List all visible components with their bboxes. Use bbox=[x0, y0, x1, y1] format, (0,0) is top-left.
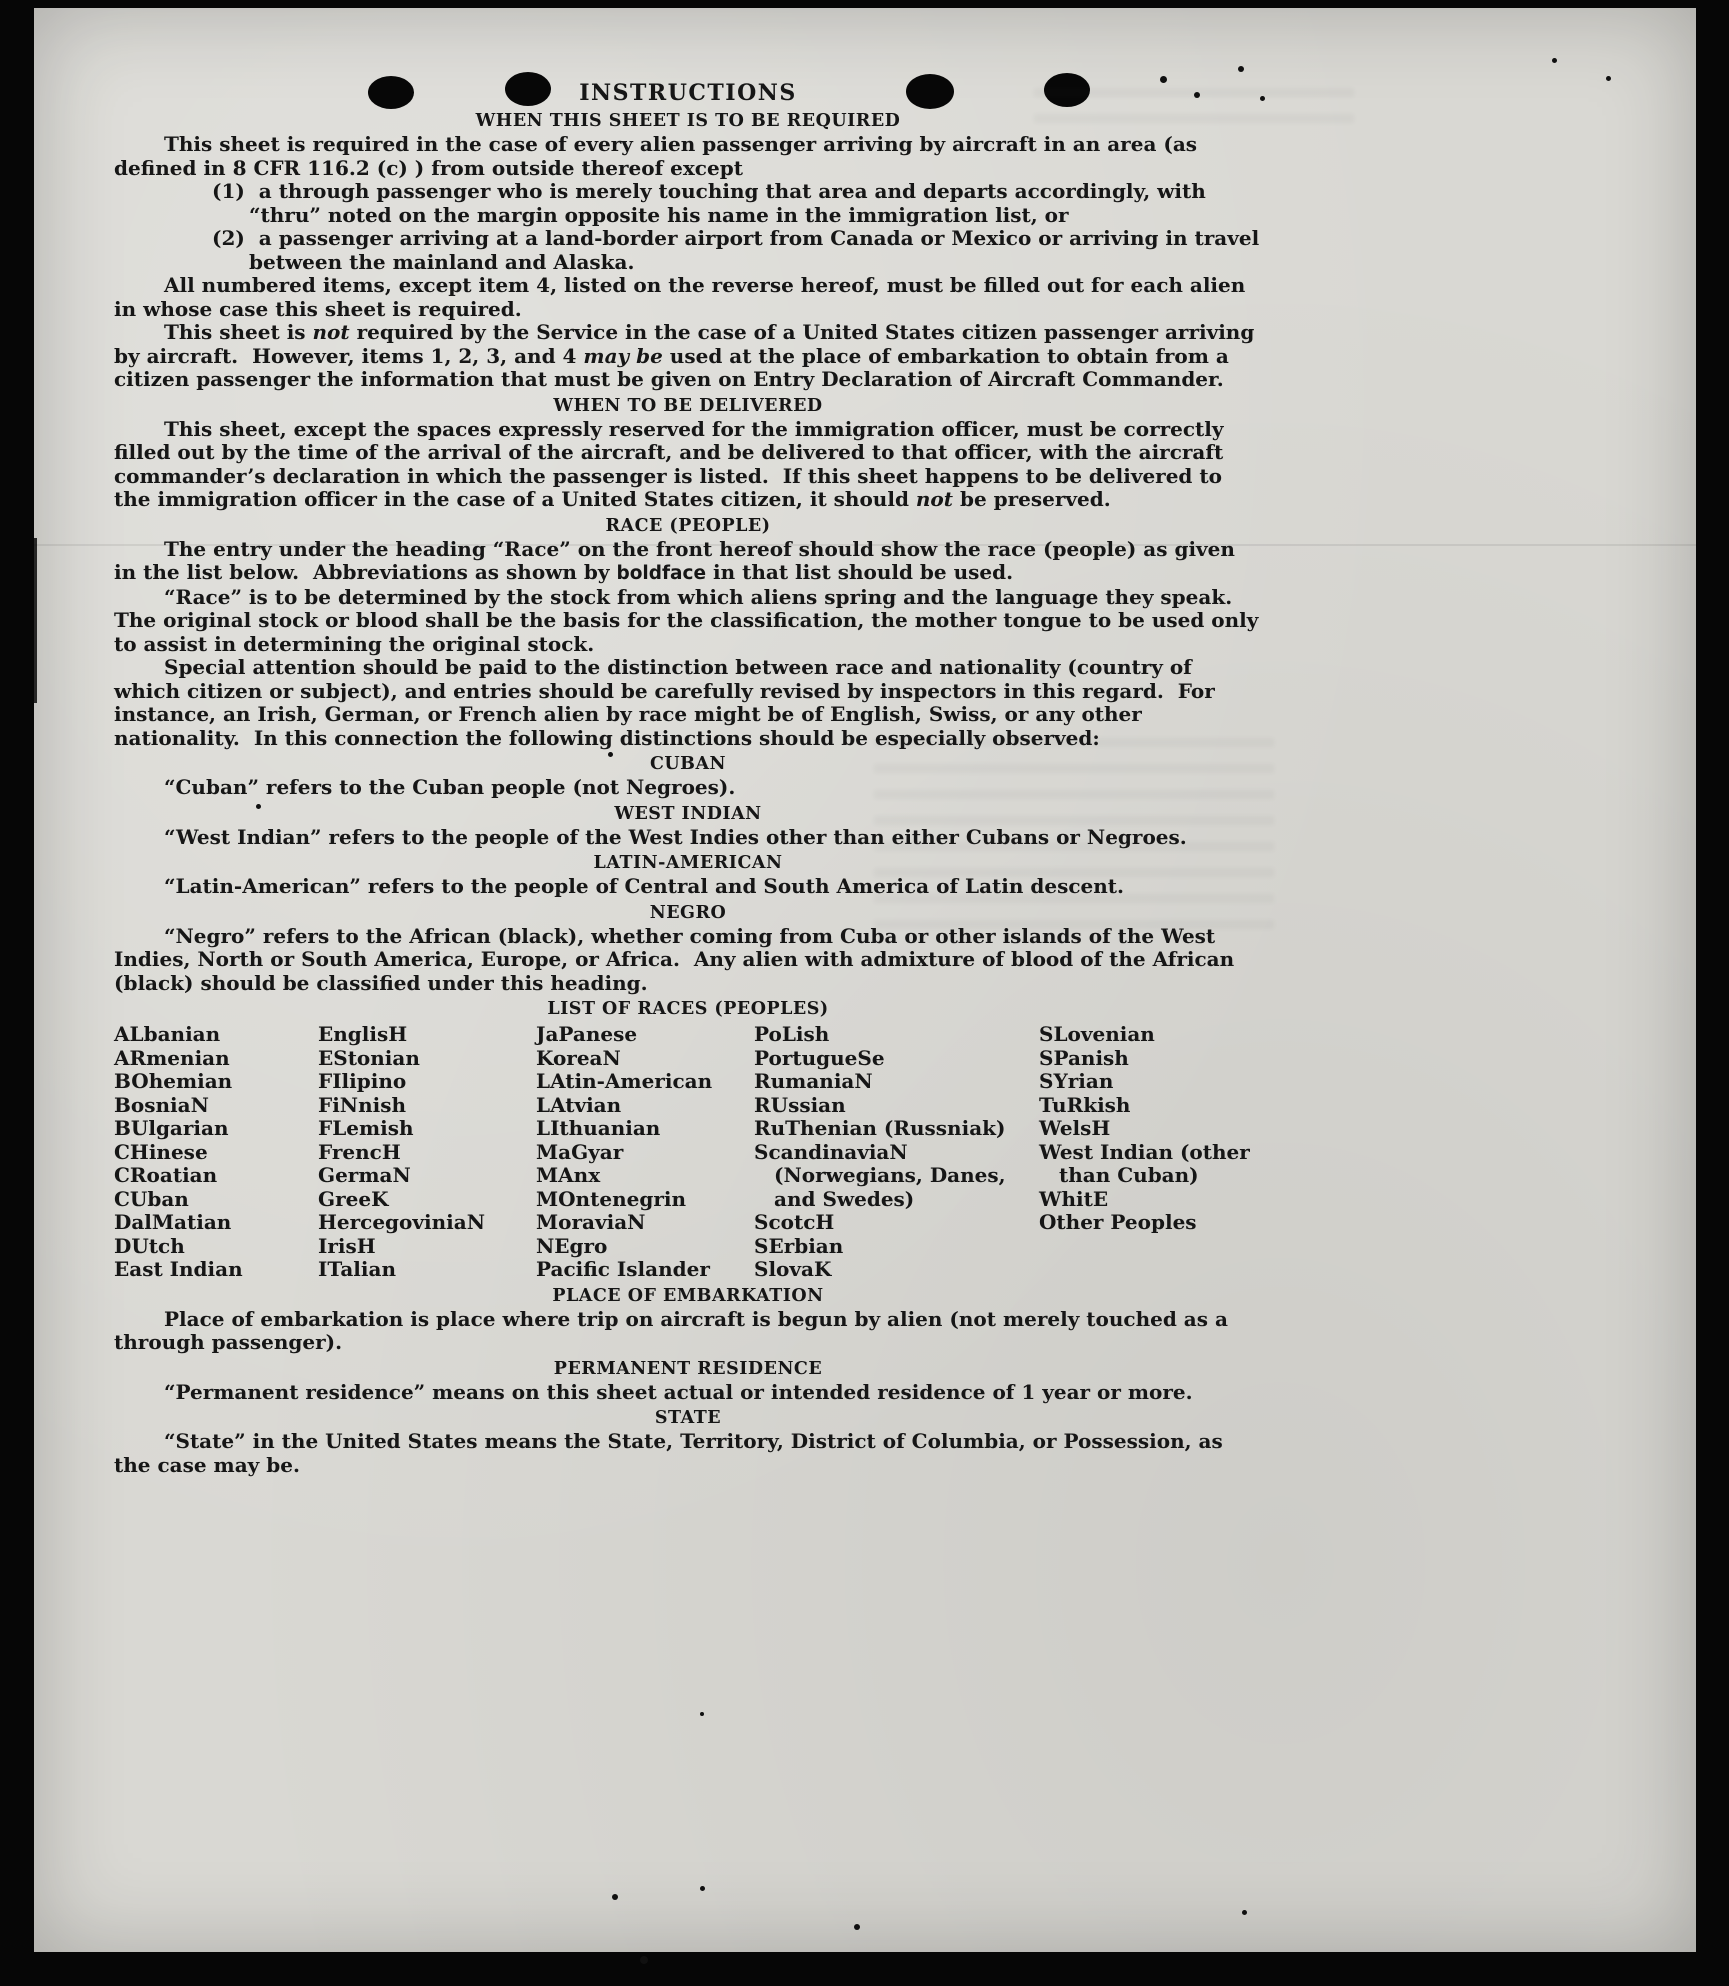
race-item: Other Peoples bbox=[1039, 1210, 1197, 1234]
race-item: DalMatian bbox=[114, 1210, 232, 1234]
race-item: TuRkish bbox=[1039, 1092, 1131, 1117]
race-item: JaPanese bbox=[536, 1022, 638, 1046]
paragraph-not-required bbox=[114, 321, 1262, 392]
text-run: used at the place of embarkation to obtain from a citizen passenger the information that must be given on Entry Declaration of Aircraft Commander. bbox=[114, 343, 1236, 391]
paragraph-race-determined: “Race” is to be determined by the stock from which aliens spring and the language they speak. The original stock or blood shall be the basis for the classification, the mother tongue to be used only to assist in determining the original stock. bbox=[114, 584, 1266, 656]
races-table bbox=[114, 1023, 1262, 1282]
race-item: RuThenian (Russniak) bbox=[754, 1116, 1006, 1140]
section-heading-race: RACE (PEOPLE) bbox=[605, 515, 771, 536]
race-item: SErbian bbox=[754, 1233, 844, 1258]
section-heading-when-delivered: WHEN TO BE DELIVERED bbox=[553, 395, 823, 416]
ink-speck bbox=[1606, 76, 1611, 81]
numbered-item-2: (2) a passenger arriving at a land-border airport from Canada or Mexico or arriving in travel between the mainland and Alaska. bbox=[212, 226, 1267, 274]
race-item: WhitE bbox=[1039, 1186, 1109, 1211]
race-item: BOhemian bbox=[114, 1069, 233, 1093]
text-run: in that list should be used. bbox=[706, 560, 1014, 584]
ink-speck bbox=[1552, 58, 1557, 63]
race-item: BosniaN bbox=[114, 1092, 209, 1117]
paragraph-race-special: Special attention should be paid to the distinction between race and nationality (country of which citizen or subject), and entries should be carefully revised by inspectors in this regard. For instance, an Irish, German, or French alien by race might be of English, Swiss, or any other nationality. In this connection the following distinctions should be especially observed: bbox=[114, 655, 1222, 750]
race-item: NEgro bbox=[536, 1233, 608, 1258]
race-item: SPanish bbox=[1039, 1045, 1129, 1070]
document-sheet bbox=[34, 8, 1696, 1952]
text-run: This sheet, except the spaces expressly reserved for the immigration officer, must be correctly filled out by the time of the arrival of the aircraft, and be delivered to that officer, with the aircraft commander’s declaration in which the passenger is listed. If this sheet happens to be delivered to the immigration officer in the case of a United States citizen, it should bbox=[114, 416, 1231, 511]
emphasized-text: may be bbox=[583, 343, 663, 368]
race-item: EStonian bbox=[318, 1045, 420, 1070]
race-item: PoLish bbox=[754, 1022, 830, 1046]
races-column-1 bbox=[114, 1023, 318, 1282]
race-item: ScotcH bbox=[754, 1210, 835, 1234]
ink-speck bbox=[700, 1886, 705, 1891]
race-item: East Indian bbox=[114, 1257, 243, 1281]
paragraph-cuban: “Cuban” refers to the Cuban people (not Negroes). bbox=[164, 775, 736, 799]
section-heading-cuban: CUBAN bbox=[649, 754, 727, 774]
paragraph-residence: “Permanent residence” means on this sheet actual or intended residence of 1 year or more. bbox=[164, 1379, 1193, 1404]
race-item: RumaniaN bbox=[754, 1069, 873, 1093]
race-item: ITalian bbox=[318, 1257, 396, 1281]
race-item: LAtin-American bbox=[536, 1069, 713, 1093]
text-run: be preserved. bbox=[953, 487, 1111, 511]
paragraph-embarkation: Place of embarkation is place where trip on aircraft is begun by alien (not merely touched as a through passenger). bbox=[114, 1306, 1235, 1354]
section-heading-list-of-races: LIST OF RACES (PEOPLES) bbox=[547, 999, 829, 1019]
section-heading-when-required: WHEN THIS SHEET IS TO BE REQUIRED bbox=[475, 111, 901, 131]
section-heading-negro: NEGRO bbox=[649, 902, 727, 923]
race-item: DUtch bbox=[114, 1233, 185, 1258]
paragraph-negro: “Negro” refers to the African (black), whether coming from Cuba or other islands of the West Indies, North or South America, Europe, or Africa. Any alien with admixture of blood of the African (black) should be classified under this heading. bbox=[114, 923, 1242, 995]
section-heading-residence: PERMANENT RESIDENCE bbox=[553, 1358, 823, 1379]
race-item: EnglisH bbox=[318, 1022, 408, 1046]
page-edge-crease bbox=[34, 538, 37, 703]
ink-speck bbox=[700, 1712, 704, 1716]
race-item: FiNnish bbox=[318, 1092, 407, 1117]
document-content bbox=[114, 80, 1267, 1477]
ink-speck bbox=[1238, 66, 1244, 72]
numbered-item-1: (1) a through passenger who is merely touching that area and departs accordingly, with “thru” noted on the margin opposite his name in the immigration list, or bbox=[212, 179, 1213, 227]
ink-speck bbox=[1242, 1910, 1247, 1915]
race-item: MAnx bbox=[536, 1163, 601, 1187]
race-item: LAtvian bbox=[536, 1092, 622, 1117]
paragraph-all-items: All numbered items, except item 4, listed on the reverse hereof, must be filled out for each alien in whose case this sheet is required. bbox=[114, 273, 1253, 321]
paragraph-when-delivered bbox=[114, 418, 1262, 512]
section-heading-west-indian: WEST INDIAN bbox=[614, 803, 762, 824]
section-heading-state: STATE bbox=[654, 1408, 722, 1428]
race-item: FIlipino bbox=[318, 1069, 407, 1093]
race-item: BUlgarian bbox=[114, 1116, 229, 1140]
paragraph-latin-american: “Latin-American” refers to the people of Central and South America of Latin descent. bbox=[164, 874, 1124, 898]
paragraph-west-indian: “West Indian” refers to the people of the West Indies other than either Cubans or Negroes. bbox=[164, 824, 1187, 849]
race-item: IrisH bbox=[318, 1233, 376, 1258]
paragraph-race-entry bbox=[114, 538, 1262, 586]
race-item: ScandinaviaN (Norwegians, Danes, and Swedes) bbox=[754, 1139, 1006, 1211]
document-title: INSTRUCTIONS bbox=[579, 80, 797, 106]
race-item: MOntenegrin bbox=[536, 1186, 686, 1211]
ink-speck bbox=[640, 1956, 648, 1964]
races-column-4 bbox=[754, 1023, 1039, 1282]
race-item: Pacific Islander bbox=[536, 1257, 710, 1281]
race-item: ARmenian bbox=[114, 1045, 230, 1070]
text-run: The entry under the heading “Race” on the front hereof should show the race (people) as given in the list below. Abbreviations as shown by bbox=[114, 536, 1242, 584]
section-heading-embarkation: PLACE OF EMBARKATION bbox=[552, 1285, 824, 1306]
races-column-2 bbox=[318, 1023, 536, 1282]
emphasized-text: not bbox=[312, 320, 350, 344]
race-item: RUssian bbox=[754, 1092, 846, 1117]
race-item: CHinese bbox=[114, 1139, 208, 1164]
race-item: PortugueSe bbox=[754, 1045, 885, 1070]
race-item: GreeK bbox=[318, 1186, 389, 1211]
race-item: GermaN bbox=[318, 1163, 411, 1187]
race-item: FrencH bbox=[318, 1139, 401, 1164]
race-item: CRoatian bbox=[114, 1163, 218, 1187]
race-item: SlovaK bbox=[754, 1257, 832, 1281]
text-run: This sheet is bbox=[164, 320, 313, 344]
races-column-3 bbox=[536, 1023, 754, 1282]
races-column-5 bbox=[1039, 1023, 1262, 1282]
race-item: SLovenian bbox=[1039, 1022, 1155, 1046]
race-item: MaGyar bbox=[536, 1139, 624, 1164]
boldface-text: boldface bbox=[616, 563, 707, 584]
paragraph-state: “State” in the United States means the State, Territory, District of Columbia, or Possession, as the case may be. bbox=[114, 1429, 1230, 1477]
race-item: West Indian (other than Cuban) bbox=[1039, 1139, 1250, 1187]
emphasized-text: not bbox=[915, 487, 954, 511]
race-item: LIthuanian bbox=[536, 1116, 661, 1140]
race-item: MoraviaN bbox=[536, 1210, 646, 1234]
paragraph-intro: This sheet is required in the case of every alien passenger arriving by aircraft in an area (as defined in 8 CFR 116.2 (c) ) from outside thereof except bbox=[114, 132, 1205, 180]
ink-speck bbox=[854, 1924, 860, 1930]
race-item: KoreaN bbox=[536, 1045, 621, 1070]
race-item: FLemish bbox=[318, 1116, 414, 1140]
section-heading-latin-american: LATIN-AMERICAN bbox=[593, 853, 783, 873]
race-item: SYrian bbox=[1039, 1069, 1114, 1093]
text-run: required by the Service in the case of a United States citizen passenger arriving by aircraft. However, items 1, 2, 3, and 4 bbox=[114, 320, 1262, 368]
race-item: WelsH bbox=[1039, 1116, 1111, 1140]
race-item: HercegoviniaN bbox=[318, 1210, 485, 1234]
race-item: CUban bbox=[114, 1186, 189, 1211]
ink-speck bbox=[612, 1894, 618, 1900]
race-item: ALbanian bbox=[114, 1022, 221, 1046]
